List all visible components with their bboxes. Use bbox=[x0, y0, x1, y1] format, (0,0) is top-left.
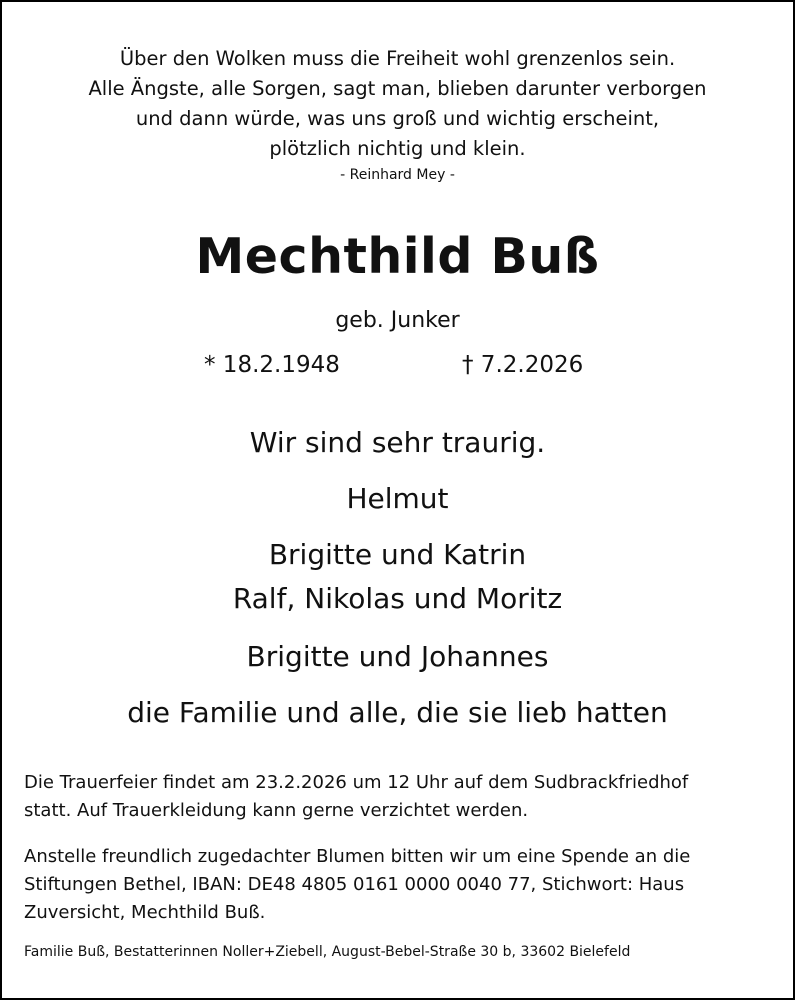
mourner-group: die Familie und alle, die sie lieb hatten bbox=[127, 696, 668, 729]
birth-date: * 18.2.1948 bbox=[204, 352, 340, 378]
poem-line: Über den Wolken muss die Freiheit wohl grenzenlos sein. bbox=[119, 47, 676, 70]
footer-address: Familie Buß, Bestatterinnen Noller+Ziebell, August-Bebel-Straße 30 b, 33602 Bielefeld bbox=[24, 944, 631, 960]
donation-notice-line: Stiftungen Bethel, IBAN: DE48 4805 0161 0000 0040 77, Stichwort: Haus bbox=[24, 874, 685, 895]
mourner-group: Helmut bbox=[346, 482, 449, 515]
funeral-notice-line: Die Trauerfeier findet am 23.2.2026 um 12 Uhr auf dem Sudbrackfriedhof bbox=[24, 772, 689, 793]
mourner-group: Brigitte und Johannes bbox=[246, 640, 549, 673]
donation-notice bbox=[24, 843, 774, 927]
donation-notice-line: Anstelle freundlich zugedachter Blumen bitten wir um eine Spende an die bbox=[24, 846, 691, 867]
poem-line: Alle Ängste, alle Sorgen, sagt man, blieben darunter verborgen bbox=[88, 77, 707, 100]
poem bbox=[0, 44, 795, 164]
funeral-notice-line: statt. Auf Trauerkleidung kann gerne verzichtet werden. bbox=[24, 800, 529, 821]
poem-author: - Reinhard Mey - bbox=[340, 167, 455, 183]
mourner-group: Brigitte und Katrin bbox=[268, 538, 527, 571]
mourning-statement: Wir sind sehr traurig. bbox=[249, 426, 546, 459]
donation-notice-line: Zuversicht, Mechthild Buß. bbox=[24, 902, 266, 923]
funeral-notice bbox=[24, 769, 774, 825]
deceased-name: Mechthild Buß bbox=[195, 228, 600, 285]
mourner-group: Ralf, Nikolas und Moritz bbox=[232, 582, 563, 615]
death-date: † 7.2.2026 bbox=[462, 352, 584, 378]
birth-name: geb. Junker bbox=[335, 308, 460, 333]
poem-line: und dann würde, was uns groß und wichtig erscheint, bbox=[135, 107, 660, 130]
poem-line: plötzlich nichtig und klein. bbox=[269, 137, 526, 160]
